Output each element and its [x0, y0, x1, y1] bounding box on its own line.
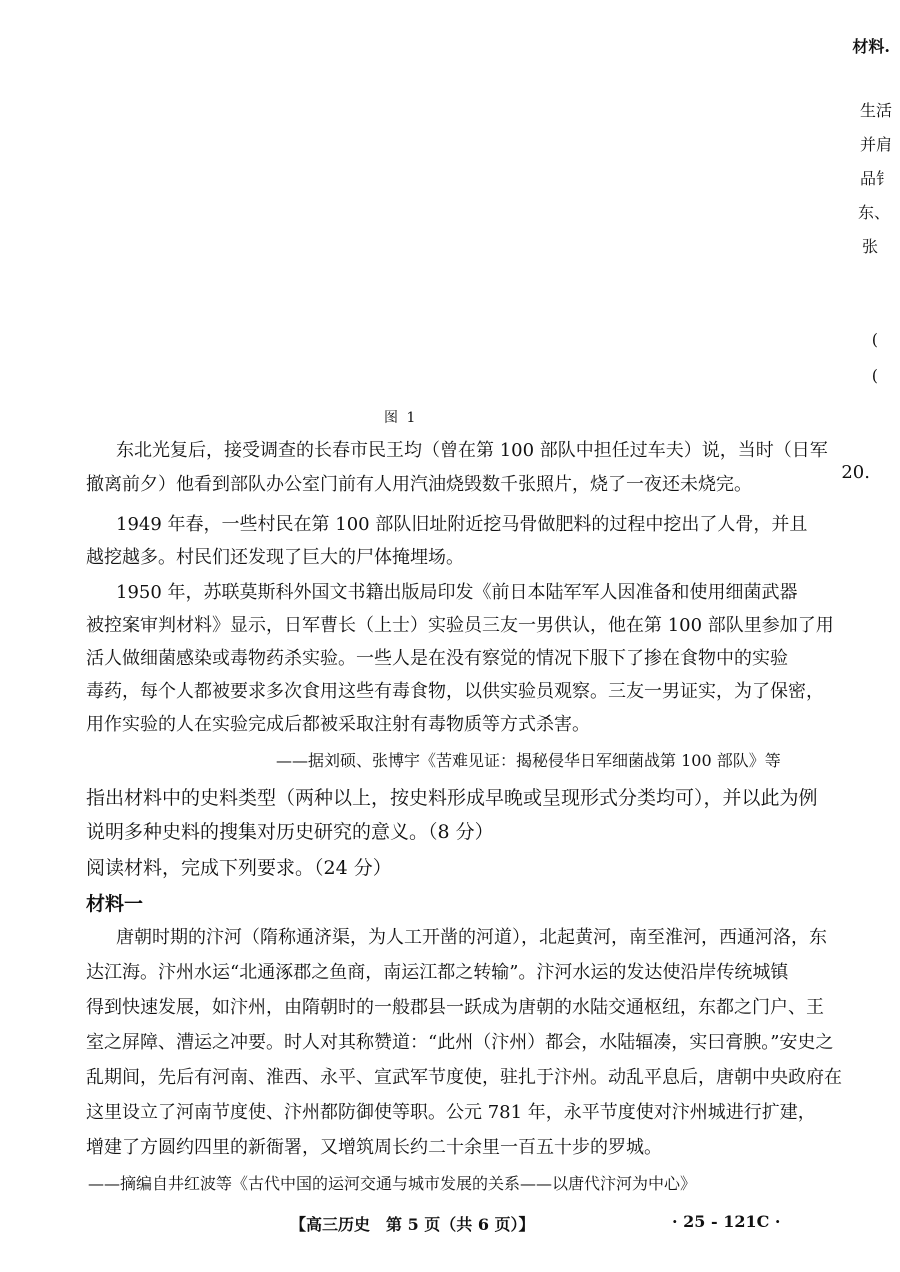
margin-fragment: 张	[861, 237, 878, 256]
paragraph-line: 撤离前夕）他看到部队办公室门前有人用汽油烧毁数千张照片，烧了一夜还未烧完。	[86, 474, 752, 495]
paragraph-line: 1950 年，苏联莫斯科外国文书籍出版局印发《前日本陆军军人因准备和使用细菌武器	[116, 582, 798, 603]
paragraph-line: 1949 年春，一些村民在第 100 部队旧址附近挖马骨做肥料的过程中挖出了人骨，并且	[116, 514, 808, 535]
question-intro: 阅读材料，完成下列要求。（24 分）	[86, 857, 392, 879]
margin-fragment: 并肩	[859, 135, 892, 154]
paragraph-line: 越挖越多。村民们还发现了巨大的尸体掩埋场。	[86, 547, 464, 568]
question-text: 指出材料中的史料类型（两种以上，按史料形成早晚或呈现形式分类均可），并以此为例	[86, 787, 818, 809]
margin-fragment: (	[871, 330, 878, 349]
citation: ——摘编自井红波等《古代中国的运河交通与城市发展的关系——以唐代汴河为中心》	[88, 1174, 697, 1193]
question-text: 说明多种史料的搜集对历史研究的意义。（8 分）	[86, 821, 494, 843]
material-line: 增建了方圆约四里的新衙署，又增筑周长约二十余里一百五十步的罗城。	[86, 1137, 662, 1158]
paragraph-line: 被控案审判材料》显示，日军曹长（上士）实验员三友一男供认，他在第 100 部队里参加了用	[86, 615, 834, 636]
paragraph-line: 活人做细菌感染或毒物药杀实验。一些人是在没有察觉的情况下服下了掺在食物中的实验	[86, 648, 788, 669]
margin-fragment: 东、	[857, 203, 890, 222]
margin-fragment: (	[871, 366, 878, 385]
material-line: 室之屏障、漕运之冲要。时人对其称赞道：“此州（汴州）都会，水陆辐凑，实曰膏腴。”安史之	[86, 1032, 834, 1053]
paragraph-line: 东北光复后，接受调查的长春市民王均（曾在第 100 部队中担任过车夫）说，当时（日军	[116, 440, 828, 461]
material-line: 达江海。汴州水运“北通涿郡之鱼商，南运江都之转输”。汴河水运的发达使沿岸传统城镇	[86, 962, 789, 983]
paragraph-line: 用作实验的人在实验完成后都被采取注射有毒物质等方式杀害。	[86, 714, 590, 735]
material-line: 唐朝时期的汴河（隋称通济渠，为人工开凿的河道），北起黄河，南至淮河，西通河洛，东	[116, 927, 827, 948]
margin-fragment: 品钅	[859, 169, 892, 188]
footer-page-info: 【高三历史 第 5 页（共 6 页）】	[290, 1215, 535, 1234]
material-line: 得到快速发展，如汴州，由隋朝时的一般郡县一跃成为唐朝的水陆交通枢纽，东都之门户、王	[86, 997, 824, 1018]
figure-caption: 图 1	[384, 410, 418, 426]
paragraph-line: 毒药，每个人都被要求多次食用这些有毒食物，以供实验员观察。三友一男证实，为了保密，	[86, 681, 824, 702]
footer-code: · 25 - 121C ·	[672, 1212, 781, 1231]
margin-heading: 材料.	[852, 37, 890, 56]
material-line: 这里设立了河南节度使、汴州都防御使等职。公元 781 年，永平节度使对汴州城进行扩建，	[86, 1102, 816, 1123]
material-title: 材料一	[86, 893, 144, 915]
margin-question-number: 20.	[841, 462, 870, 483]
material-line: 乱期间，先后有河南、淮西、永平、宣武军节度使，驻扎于汴州。动乱平息后，唐朝中央政府在	[86, 1067, 842, 1088]
margin-fragment: 生活	[859, 101, 892, 120]
citation: ——据刘硕、张博宇《苦难见证：揭秘侵华日军细菌战第 100 部队》等	[276, 751, 781, 770]
